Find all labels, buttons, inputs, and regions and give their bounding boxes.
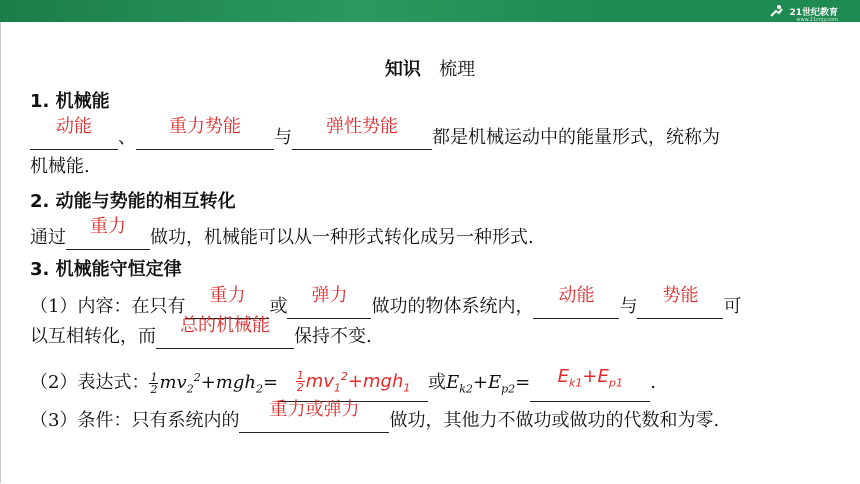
- s2-line: 通过 重力 做功，机械能可以从一种形式转化成另一种形式.: [30, 216, 534, 248]
- s3-p3-line: （3）条件：只有系统内的 重力或弹力 做功，其他力不做功或做功的代数和为零.: [30, 399, 720, 431]
- heading-left: 知识: [384, 59, 421, 80]
- s1-title: 1. 机械能: [30, 91, 110, 112]
- blank-p1-potential: 势能: [637, 294, 723, 319]
- s3-p1-line1: （1）内容：在只有 重力 或 弹力 做功的物体系统内， 动能 与 势能 可: [30, 285, 742, 317]
- logo-url: www.21cnjy.com: [796, 17, 838, 23]
- banner-gradient: [0, 0, 600, 22]
- top-banner: [0, 0, 860, 22]
- blank-p1-gravity: 重力: [185, 294, 269, 319]
- site-logo: [768, 3, 838, 23]
- s1-line2: 机械能.: [30, 156, 90, 177]
- s1-line1: 动能 、 重力势能 与 弹性势能 都是机械运动中的能量形式，统称为: [30, 125, 720, 150]
- section-heading: [0, 55, 860, 81]
- s3-p2-line: （2）表达式： $\frac{1}{2}$ $mv_2^2+mgh_2=$ $\frac{1}{2}$ $mv_1^2+mgh_1$ 或$E_{k2}+E_{p2}=$ $E_{k1}+E_{p1}$ .: [30, 366, 656, 402]
- blank-p1-kinetic: 动能: [533, 294, 619, 319]
- runner-logo-icon: [768, 4, 786, 18]
- blank-gravity-pe: 重力势能: [136, 125, 274, 150]
- blank-condition: 重力或弹力: [239, 408, 389, 433]
- s2-title: 2. 动能与势能的相互转化: [30, 191, 236, 212]
- logo-text: 21世纪教育: [789, 7, 838, 18]
- blank-total-me: 总的机械能: [156, 324, 294, 349]
- s3-title: 3. 机械能守恒定律: [30, 259, 182, 280]
- heading-right: 梳理: [439, 59, 476, 80]
- formula-energy: $E_{k2}+E_{p2}=$: [446, 372, 531, 396]
- s3-p1-line2: 以互相转化，而 总的机械能 保持不变.: [30, 315, 372, 347]
- formula-left: $\frac{1}{2}$ $mv_2^2+mgh_2=$: [150, 370, 279, 396]
- blank-kinetic: 动能: [30, 125, 118, 150]
- blank-formula-energy: $E_{k1}+E_{p1}$: [530, 377, 650, 402]
- blank-gravity: 重力: [66, 225, 150, 250]
- blank-elastic-pe: 弹性势能: [292, 125, 432, 150]
- blank-p1-elastic: 弹力: [287, 294, 371, 319]
- blank-formula-right: $\frac{1}{2}$ $mv_1^2+mgh_1$: [278, 377, 428, 402]
